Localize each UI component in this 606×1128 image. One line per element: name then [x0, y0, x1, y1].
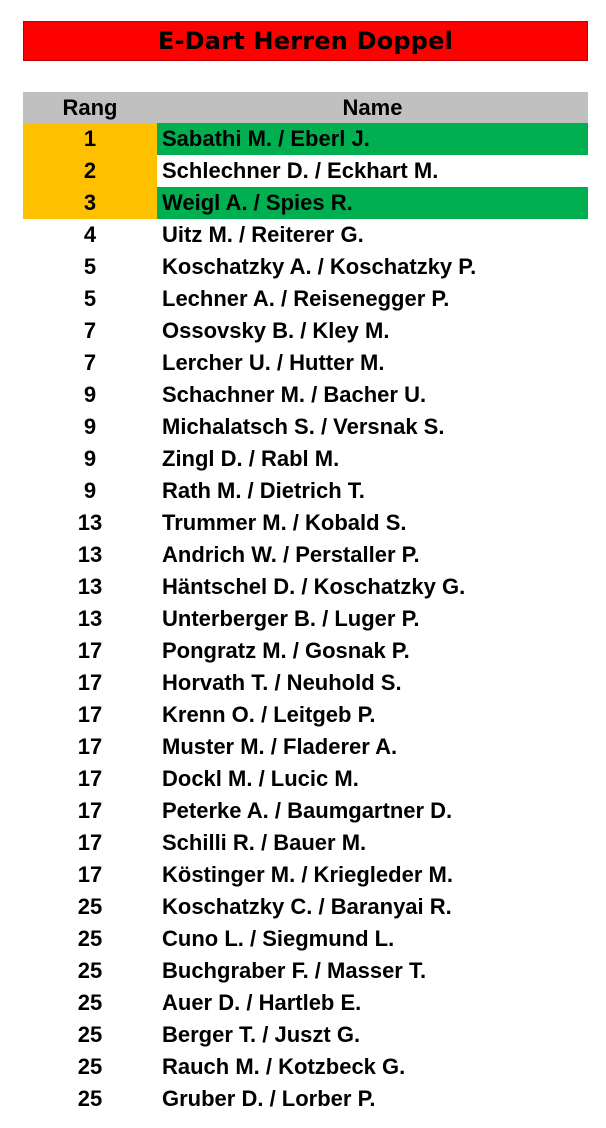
table-row: [23, 219, 588, 251]
name-cell: Pongratz M. / Gosnak P.: [162, 638, 410, 663]
name-cell: Andrich W. / Perstaller P.: [162, 542, 420, 567]
rank-cell: 17: [77, 702, 103, 727]
name-cell: Unterberger B. / Luger P.: [162, 606, 420, 631]
rank-cell: 17: [77, 638, 103, 663]
results-table: [23, 92, 588, 1115]
name-cell: Buchgraber F. / Masser T.: [162, 958, 427, 983]
table-row: [23, 187, 588, 219]
name-cell: Cuno L. / Siegmund L.: [162, 926, 395, 951]
table-row: [23, 507, 588, 539]
name-cell: Sabathi M. / Eberl J.: [157, 123, 588, 155]
name-cell: Dockl M. / Lucic M.: [162, 766, 359, 791]
table-row: [23, 475, 588, 507]
name-cell: Berger T. / Juszt G.: [162, 1022, 361, 1047]
rank-cell: 7: [83, 350, 97, 375]
rank-column-header: Rang: [62, 94, 118, 120]
name-cell: Koschatzky C. / Baranyai R.: [162, 894, 452, 919]
name-cell: Köstinger M. / Kriegleder M.: [162, 862, 453, 887]
name-cell: Lercher U. / Hutter M.: [162, 350, 385, 375]
rank-cell: 9: [83, 478, 97, 503]
name-cell: Schilli R. / Bauer M.: [162, 830, 367, 855]
name-cell: Zingl D. / Rabl M.: [162, 446, 340, 471]
table-row: [23, 827, 588, 859]
table-row: [23, 1051, 588, 1083]
name-cell: Peterke A. / Baumgartner D.: [162, 798, 453, 823]
table-row: [23, 987, 588, 1019]
name-cell: Lechner A. / Reisenegger P.: [162, 286, 450, 311]
rank-cell: 25: [77, 1022, 103, 1047]
name-cell: Auer D. / Hartleb E.: [162, 990, 362, 1015]
rank-cell: 13: [77, 606, 103, 631]
table-row: [23, 411, 588, 443]
rank-cell: 7: [83, 318, 97, 343]
table-row: [23, 859, 588, 891]
rank-cell: 9: [83, 446, 97, 471]
table-row: [23, 763, 588, 795]
rank-cell: 5: [83, 286, 97, 311]
rank-cell: 17: [77, 766, 103, 791]
rank-cell: 17: [77, 862, 103, 887]
name-cell: Horvath T. / Neuhold S.: [162, 670, 402, 695]
rank-cell: 17: [77, 734, 103, 759]
name-cell: Weigl A. / Spies R.: [157, 187, 588, 219]
name-cell: Gruber D. / Lorber P.: [162, 1086, 376, 1111]
rank-cell: 1: [23, 123, 157, 155]
name-cell: Schachner M. / Bacher U.: [162, 382, 427, 407]
rank-cell: 13: [77, 542, 103, 567]
table-row: [23, 443, 588, 475]
table-row: [23, 347, 588, 379]
rank-cell: 4: [83, 222, 97, 247]
table-row: [23, 1083, 588, 1115]
table-row: [23, 123, 588, 155]
name-cell: Trummer M. / Kobald S.: [162, 510, 407, 535]
rank-cell: 13: [77, 574, 103, 599]
table-row: [23, 315, 588, 347]
rank-cell: 2: [23, 155, 157, 187]
name-cell: Schlechner D. / Eckhart M.: [162, 158, 439, 183]
rank-cell: 25: [77, 990, 103, 1015]
table-row: [23, 731, 588, 763]
name-cell: Rath M. / Dietrich T.: [162, 478, 365, 503]
table-row: [23, 667, 588, 699]
rank-cell: 25: [77, 1086, 103, 1111]
table-row: [23, 379, 588, 411]
rank-cell: 17: [77, 670, 103, 695]
table-row: [23, 635, 588, 667]
name-cell: Michalatsch S. / Versnak S.: [162, 414, 445, 439]
name-cell: Koschatzky A. / Koschatzky P.: [162, 254, 477, 279]
table-row: [23, 955, 588, 987]
table-row: [23, 891, 588, 923]
name-cell: Muster M. / Fladerer A.: [162, 734, 398, 759]
rank-cell: 25: [77, 894, 103, 919]
rank-cell: 3: [23, 187, 157, 219]
table-body: [23, 123, 588, 1115]
table-row: [23, 283, 588, 315]
name-cell: Ossovsky B. / Kley M.: [162, 318, 390, 343]
table-header-row: [23, 92, 588, 123]
table-row: [23, 155, 588, 187]
page-title: E-Dart Herren Doppel: [157, 27, 454, 55]
table-row: [23, 251, 588, 283]
table-row: [23, 603, 588, 635]
rank-cell: 17: [77, 798, 103, 823]
name-cell: Krenn O. / Leitgeb P.: [162, 702, 376, 727]
rank-cell: 9: [83, 382, 97, 407]
table-row: [23, 539, 588, 571]
table-row: [23, 1019, 588, 1051]
rank-cell: 25: [77, 926, 103, 951]
rank-cell: 25: [77, 958, 103, 983]
rank-cell: 17: [77, 830, 103, 855]
rank-cell: 9: [83, 414, 97, 439]
name-cell: Rauch M. / Kotzbeck G.: [162, 1054, 406, 1079]
rank-cell: 5: [83, 254, 97, 279]
table-row: [23, 571, 588, 603]
name-column-header: Name: [342, 94, 403, 120]
name-cell: Häntschel D. / Koschatzky G.: [162, 574, 466, 599]
name-cell: Uitz M. / Reiterer G.: [162, 222, 364, 247]
table-row: [23, 923, 588, 955]
title-banner: [23, 21, 588, 61]
rank-cell: 25: [77, 1054, 103, 1079]
rank-cell: 13: [77, 510, 103, 535]
table-row: [23, 699, 588, 731]
table-row: [23, 795, 588, 827]
